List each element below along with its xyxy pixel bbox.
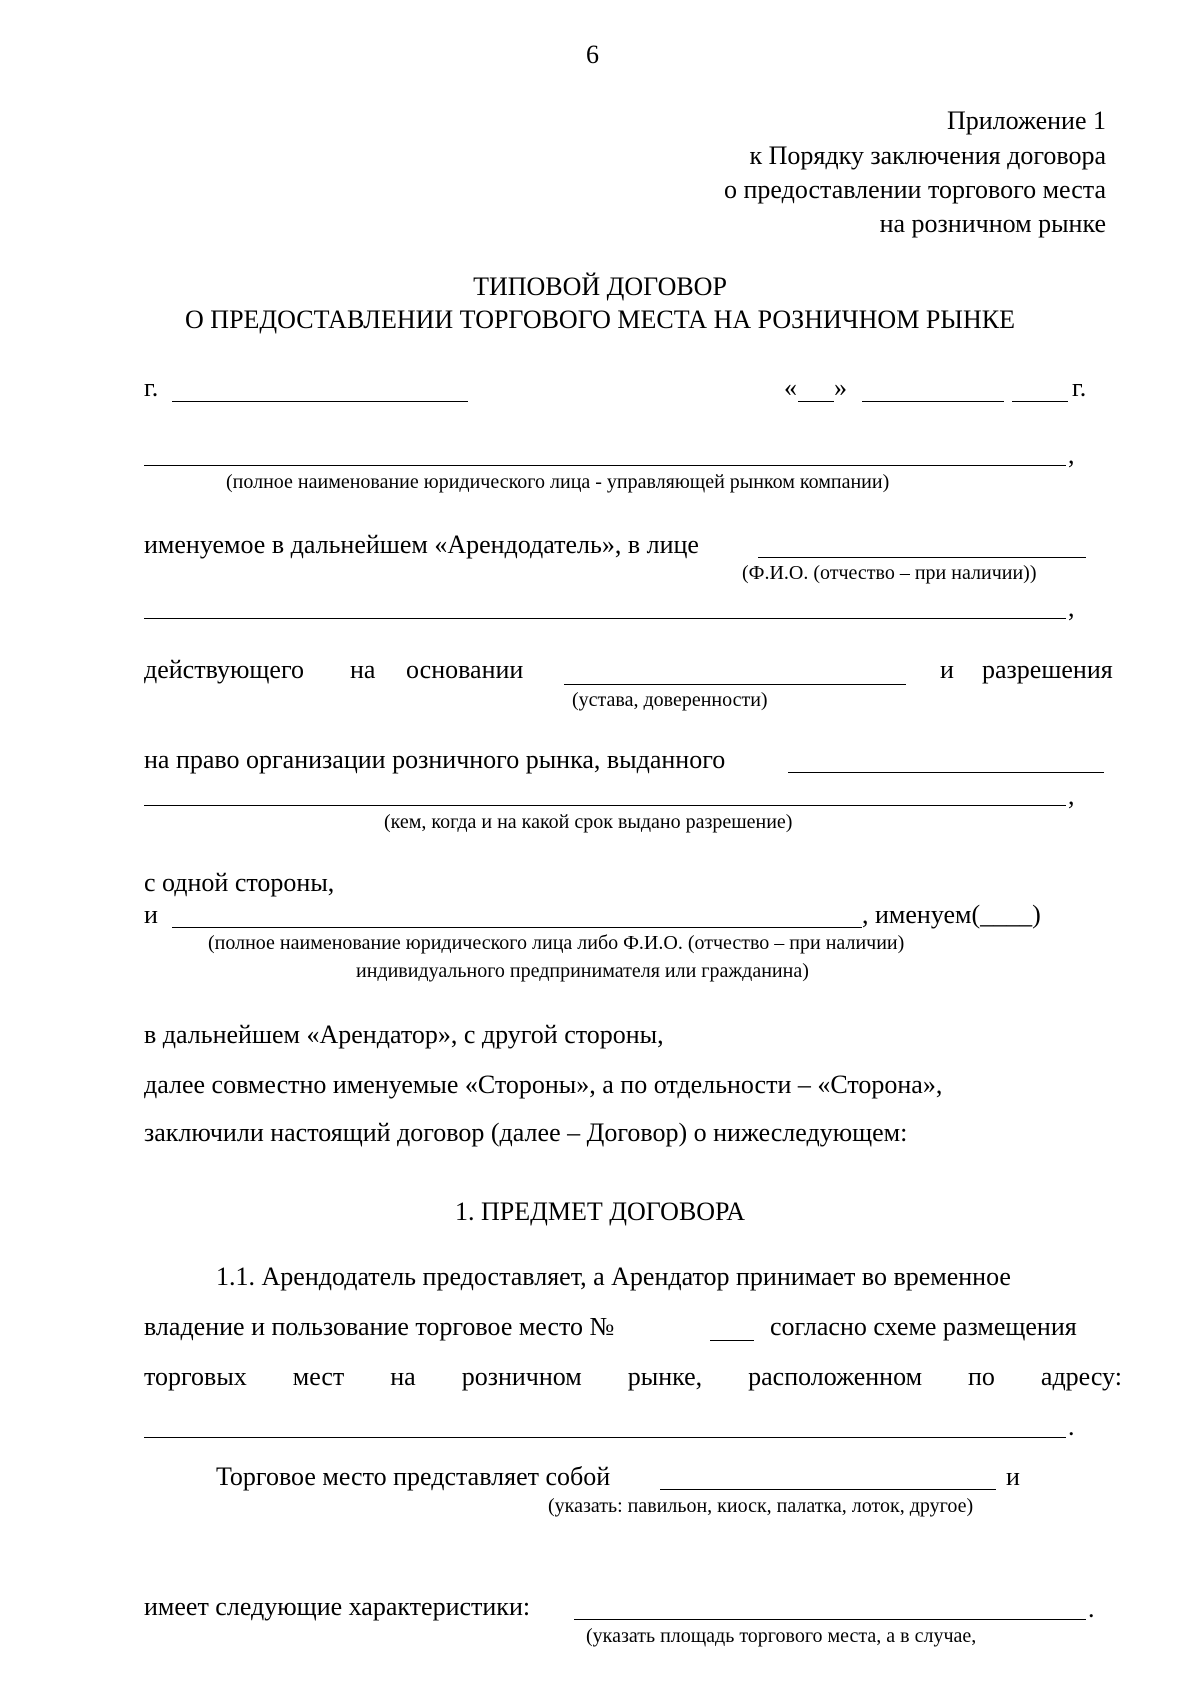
clause-word: адресу: [1040,1362,1122,1391]
one-side-text: с одной стороны, [144,868,335,897]
clause-1-1-line-2-start: владение и пользование торговое место № [144,1312,615,1341]
section-1-heading: 1. ПРЕДМЕТ ДОГОВОРА [455,1197,745,1226]
appendix-line-1: Приложение 1 [946,106,1106,135]
has-features-text: имеет следующие характеристики: [144,1592,531,1621]
acting-word-1: действующего [144,655,304,684]
month-blank[interactable] [862,401,1004,402]
acting-word-3: основании [406,655,524,684]
caption-features: (указать площадь торгового места, а в случае, [586,1625,977,1647]
clause-word: розничном [461,1362,582,1391]
features-period: . [1088,1594,1095,1623]
caption-tenant-line-2: индивидуального предпринимателя или гражданина) [356,960,809,982]
representative-blank-continued[interactable] [144,618,1066,619]
document-title-line-1: ТИПОВОЙ ДОГОВОР [473,272,727,301]
parties-text: далее совместно именуемые «Стороны», а по отдельности – «Сторона», [144,1070,943,1099]
page-number: 6 [586,40,599,69]
representative-comma: , [1068,593,1075,622]
city-prefix: г. [144,373,159,402]
day-blank[interactable] [798,401,834,402]
features-blank[interactable] [574,1619,1086,1620]
permit-comma: , [1068,781,1075,810]
caption-landlord-name: (полное наименование юридического лица - управляющей рынком компании) [226,471,890,493]
and-tenant-prefix: и [144,900,158,929]
tenant-other-side-text: в дальнейшем «Арендатор», с другой стороны, [144,1020,664,1049]
place-type-blank[interactable] [660,1489,996,1490]
address-blank[interactable] [144,1437,1066,1438]
appendix-line-3: о предоставлении торгового места [724,175,1106,204]
clause-word: рынке, [627,1362,703,1391]
concluded-text: заключили настоящий договор (далее – Договор) о нижеследующем: [144,1118,908,1147]
caption-fio: (Ф.И.О. (отчество – при наличии)) [742,562,1037,584]
caption-tenant-line-1: (полное наименование юридического лица либо Ф.И.О. (отчество – при наличии) [208,932,905,954]
clause-word: мест [292,1362,345,1391]
basis-blank[interactable] [564,684,906,685]
clause-word: торговых [144,1362,247,1391]
landlord-name-blank[interactable] [144,465,1066,466]
landlord-name-comma: , [1068,440,1075,469]
caption-basis: (устава, доверенности) [572,689,768,711]
clause-1-1-line-3 [144,1362,1122,1392]
permit-issuer-blank-continued[interactable] [144,805,1066,806]
caption-place-type: (указать: павильон, киоск, палатка, лоток, другое) [548,1495,974,1517]
named-landlord-text: именуемое в дальнейшем «Арендодатель», в лице [144,530,699,559]
place-number-blank[interactable] [710,1340,754,1341]
representative-blank[interactable] [758,557,1086,558]
and-word: и [940,655,954,684]
address-period: . [1068,1412,1075,1441]
clause-1-1-line-2-end: согласно схеме размещения [770,1312,1077,1341]
year-suffix: г. [1072,373,1087,402]
clause-1-1-line-1: 1.1. Арендодатель предоставляет, а Арендатор принимает во временное [216,1262,1011,1291]
acting-word-2: на [350,655,376,684]
document-title-line-2: О ПРЕДОСТАВЛЕНИИ ТОРГОВОГО МЕСТА НА РОЗНИЧНОМ РЫНКЕ [185,305,1015,334]
year-blank[interactable] [1012,401,1068,402]
clause-word: по [968,1362,995,1391]
place-is-and: и [1006,1462,1020,1491]
clause-word: расположенном [748,1362,923,1391]
permit-right-text: на право организации розничного рынка, выданного [144,745,726,774]
date-quote-close: » [834,373,847,402]
date-quote-open: « [784,373,797,402]
appendix-line-4: на розничном рынке [879,209,1106,238]
caption-permit: (кем, когда и на какой срок выдано разрешение) [384,811,793,833]
city-blank[interactable] [172,401,468,402]
tenant-name-blank[interactable] [172,927,862,928]
permit-issuer-blank[interactable] [788,772,1104,773]
clause-word: на [390,1362,416,1391]
appendix-line-2: к Порядку заключения договора [749,141,1106,170]
place-is-text: Торговое место представляет собой [216,1462,611,1491]
permit-word: разрешения [982,655,1113,684]
named-tenant-text: , именуем(____) [862,900,1041,929]
